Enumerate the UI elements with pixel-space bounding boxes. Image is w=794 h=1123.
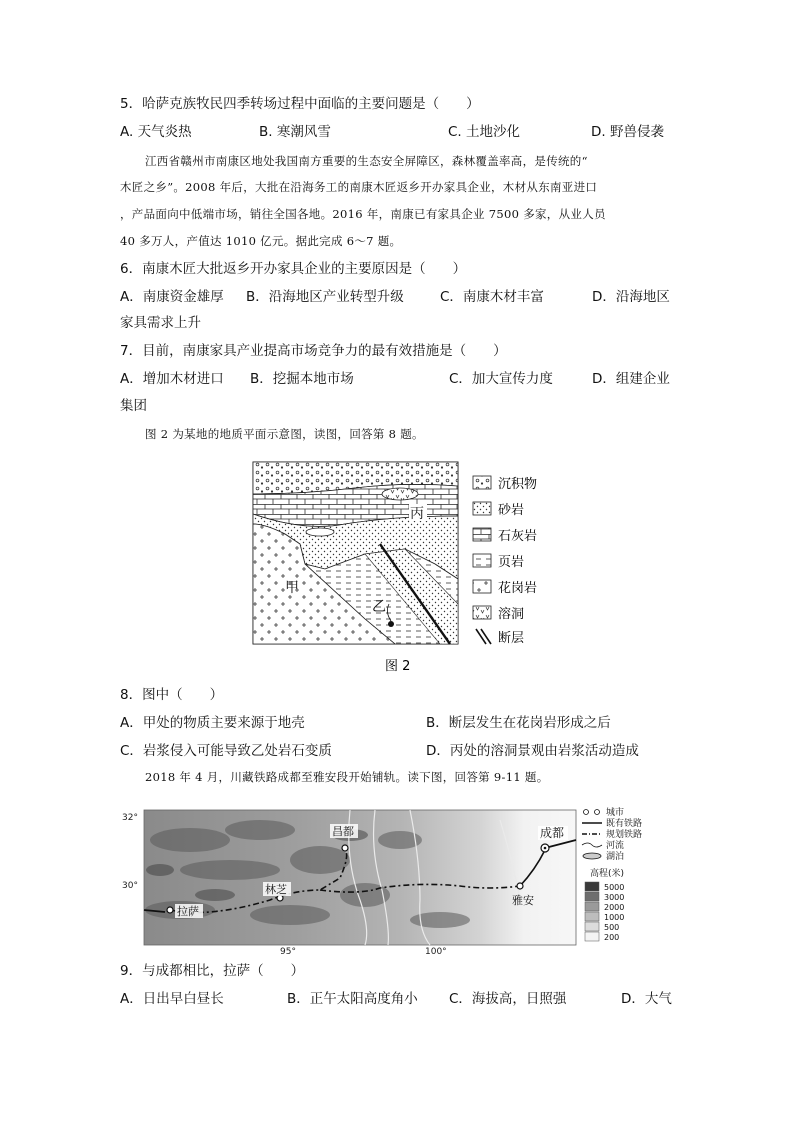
lon-label: 95° <box>280 947 296 957</box>
elevation-swatch <box>585 892 599 901</box>
q8-option-a: A．甲处的物质主要来源于地壳 <box>120 715 305 731</box>
passage1-line: ，产品面向中低端市场，销往全国各地。2016 年，南康已有家具企业 7500 多家，从业人员 <box>120 207 606 221</box>
q8-option-c: C．岩浆侵入可能导致乙处岩石变质 <box>120 743 332 759</box>
q8-option-b: B．断层发生在花岗岩形成之后 <box>426 715 611 731</box>
legend-label: 石灰岩 <box>498 529 538 544</box>
legend-label: 砂岩 <box>498 503 525 518</box>
elevation-scale <box>585 882 624 942</box>
lat-label: 30° <box>122 881 138 891</box>
q7-option-b: B．挖掘本地市场 <box>250 371 354 387</box>
q5-option-a: A. 天气炎热 <box>120 124 192 140</box>
q6-option-d: D．沿海地区 <box>592 289 670 305</box>
passage1-line: 江西省赣州市南康区地处我国南方重要的生态安全屏障区，森林覆盖率高，是传统的“ <box>145 154 588 168</box>
legend-label: 花岗岩 <box>498 581 538 596</box>
q7-stem: 7．目前，南康家具产业提高市场竞争力的最有效措施是（ ） <box>120 343 507 359</box>
city-label: 拉萨 <box>177 905 199 918</box>
q6-option-a: A．南康资金雄厚 <box>120 289 224 305</box>
label-bing: 丙 <box>410 506 424 522</box>
map-legend-label: 河流 <box>606 841 625 851</box>
q9-option-c: C．海拔高，日照强 <box>449 991 567 1007</box>
legend-label: 断层 <box>498 631 525 646</box>
q5-stem: 5．哈萨克族牧民四季转场过程中面临的主要问题是（ ） <box>120 96 480 112</box>
q9-option-b: B．正午太阳高度角小 <box>287 991 418 1007</box>
label-jia: 甲 <box>285 580 299 596</box>
q6-option-c: C．南康木材丰富 <box>440 289 544 305</box>
legend-label: 页岩 <box>498 555 525 570</box>
city-label: 雅安 <box>512 894 534 907</box>
legend-swatch-fault <box>476 629 491 644</box>
elevation-swatch <box>585 932 599 941</box>
elevation-label: 3000 <box>604 893 625 902</box>
elevation-label: 200 <box>604 933 620 942</box>
legend-label: 溶洞 <box>498 607 525 622</box>
passage2: 2018 年 4 月，川藏铁路成都至雅安段开始铺轨。读下图，回答第 9-11 题。 <box>145 770 549 784</box>
label-yi: 乙 <box>372 599 386 615</box>
elevation-swatch <box>585 922 599 931</box>
elevation-label: 1000 <box>604 913 625 922</box>
q9-stem: 9．与成都相比，拉萨（ ） <box>120 963 305 979</box>
fig2-caption: 图 2 <box>385 659 411 674</box>
map-legend-label: 城市 <box>606 808 625 818</box>
legend-swatch-granite <box>473 580 491 593</box>
legend-label: 沉积物 <box>498 477 538 492</box>
q5-option-c: C. 土地沙化 <box>448 124 521 140</box>
lat-label: 32° <box>122 813 138 823</box>
q7-option-d: D．组建企业 <box>592 371 670 387</box>
elevation-title: 高程(米) <box>590 869 625 879</box>
q7-option-d-wrap: 集团 <box>120 398 147 414</box>
elevation-label: 500 <box>604 923 620 932</box>
railway-map <box>120 800 660 960</box>
passage1-line: 木匠之乡”。2008 年后，大批在沿海务工的南康木匠返乡开办家具企业，木材从东南亚进口 <box>120 180 598 194</box>
q6-option-d-wrap: 家具需求上升 <box>120 315 201 331</box>
map-legend <box>582 806 642 879</box>
city-label: 昌都 <box>332 825 354 838</box>
elevation-label: 2000 <box>604 903 625 912</box>
geology-map <box>253 462 458 644</box>
elevation-label: 5000 <box>604 883 625 892</box>
legend-swatch-sandstone <box>473 502 491 515</box>
geology-figure <box>245 454 555 679</box>
legend-swatch-shale <box>473 554 491 567</box>
karst-cave <box>382 488 418 500</box>
elevation-swatch <box>585 912 599 921</box>
point-yi <box>388 621 394 627</box>
map-legend-label: 湖泊 <box>606 852 625 862</box>
legend-swatch-limestone <box>473 528 491 541</box>
passage1-line: 40 多万人，产值达 1010 亿元。据此完成 6～7 题。 <box>120 234 402 248</box>
q8-option-d: D．丙处的溶洞景观由岩浆活动造成 <box>426 743 639 759</box>
map-legend-label: 既有铁路 <box>606 819 643 829</box>
q9-option-d: D．大气 <box>621 991 672 1007</box>
q5-option-d: D. 野兽侵袭 <box>591 124 664 140</box>
legend-swatch-cave <box>473 606 491 619</box>
elevation-swatch <box>585 902 599 911</box>
q9-option-a: A．日出早白昼长 <box>120 991 224 1007</box>
q6-stem: 6．南康木匠大批返乡开办家具企业的主要原因是（ ） <box>120 261 467 277</box>
city-label: 成都 <box>540 826 565 840</box>
q6-option-b: B．沿海地区产业转型升级 <box>246 289 404 305</box>
city-label: 林芝 <box>265 883 287 896</box>
elevation-swatch <box>585 882 599 891</box>
fig2-intro: 图 2 为某地的地质平面示意图，读图，回答第 8 题。 <box>145 427 424 441</box>
geology-legend <box>473 476 537 646</box>
lon-label: 100° <box>425 947 447 957</box>
legend-swatch-sediment <box>473 476 491 489</box>
map-legend-label: 规划铁路 <box>606 830 643 840</box>
q8-stem: 8．图中（ ） <box>120 687 224 703</box>
q7-option-c: C．加大宣传力度 <box>449 371 553 387</box>
q7-option-a: A．增加木材进口 <box>120 371 224 387</box>
q5-option-b: B. 寒潮风雪 <box>259 124 331 140</box>
